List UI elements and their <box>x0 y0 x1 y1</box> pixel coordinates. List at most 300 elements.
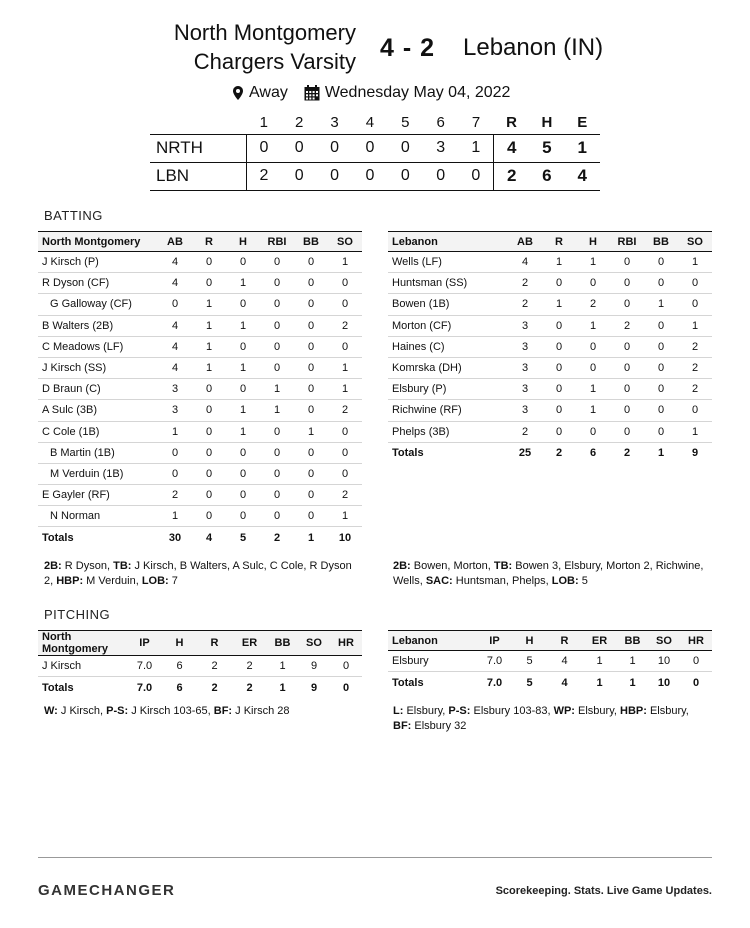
player-stat: 4 <box>508 252 542 273</box>
stat-column-header: SO <box>328 232 362 252</box>
player-stat: 2 <box>678 336 712 357</box>
player-stat: 0 <box>644 252 678 273</box>
totals-stat: 10 <box>648 672 680 693</box>
player-stat: 1 <box>226 421 260 442</box>
totals-stat: 1 <box>644 442 678 463</box>
batting-notes-away <box>393 559 709 589</box>
inning-header: 3 <box>330 114 339 132</box>
totals-stat: 7.0 <box>477 672 512 693</box>
totals-row <box>38 527 362 548</box>
note-text: Elsbury 103-83, <box>470 705 554 717</box>
player-name: D Braun (C) <box>38 379 158 400</box>
player-stat: 1 <box>192 336 226 357</box>
player-row <box>38 252 362 273</box>
player-row <box>388 315 712 336</box>
totals-stat: 30 <box>158 527 192 548</box>
note-label: 2B: <box>44 560 62 572</box>
player-stat: 0 <box>680 651 712 672</box>
note-text: Bowen, Morton, <box>410 560 494 572</box>
inning-score: 2 <box>246 162 281 190</box>
player-stat: 3 <box>158 400 192 421</box>
player-name: Morton (CF) <box>388 315 508 336</box>
inning-header: 1 <box>259 114 268 132</box>
runs-header: R <box>506 114 517 132</box>
stat-column-header: R <box>192 232 226 252</box>
player-stat: 1 <box>260 400 294 421</box>
player-stat: 2 <box>328 315 362 336</box>
player-stat: 0 <box>328 463 362 484</box>
player-stat: 4 <box>158 273 192 294</box>
totals-stat: 5 <box>226 527 260 548</box>
totals-stat: 7.0 <box>127 677 162 698</box>
totals-stat: 0 <box>680 672 712 693</box>
note-label: P-S: <box>106 705 129 717</box>
player-stat: 10 <box>648 651 680 672</box>
player-name: G Galloway (CF) <box>38 294 158 315</box>
note-text: Elsbury, <box>646 705 689 717</box>
player-stat: 1 <box>542 294 576 315</box>
player-stat: 1 <box>294 421 328 442</box>
totals-row <box>388 442 712 463</box>
totals-stat: 1 <box>582 672 617 693</box>
player-stat: 0 <box>542 400 576 421</box>
totals-stat: 2 <box>197 677 232 698</box>
player-stat: 0 <box>158 294 192 315</box>
player-stat: 3 <box>508 336 542 357</box>
player-row <box>38 463 362 484</box>
batting-header-row <box>38 232 362 252</box>
player-stat: 1 <box>192 315 226 336</box>
player-name: A Sulc (3B) <box>38 400 158 421</box>
pitching-header-row <box>388 631 712 651</box>
player-stat: 0 <box>294 252 328 273</box>
note-label: LOB: <box>141 575 169 587</box>
player-stat: 0 <box>542 357 576 378</box>
note-text: 5 <box>578 575 588 587</box>
team-name-header: Lebanon <box>388 631 477 651</box>
player-name: C Cole (1B) <box>38 421 158 442</box>
game-location: Away <box>249 84 288 101</box>
stat-column-header: H <box>576 232 610 252</box>
player-stat: 0 <box>328 273 362 294</box>
player-row <box>388 400 712 421</box>
player-stat: 0 <box>192 400 226 421</box>
totals-stat: 6 <box>162 677 197 698</box>
player-stat: 0 <box>226 463 260 484</box>
player-stat: 1 <box>226 315 260 336</box>
totals-stat: 0 <box>330 677 362 698</box>
player-stat: 0 <box>644 357 678 378</box>
player-stat: 2 <box>508 421 542 442</box>
player-name: J Kirsch <box>38 656 127 677</box>
stat-column-header: SO <box>678 232 712 252</box>
player-stat: 0 <box>576 336 610 357</box>
inning-score: 0 <box>352 134 387 162</box>
player-stat: 0 <box>644 379 678 400</box>
player-row <box>38 294 362 315</box>
player-stat: 0 <box>294 336 328 357</box>
player-stat: 0 <box>158 442 192 463</box>
player-stat: 0 <box>226 252 260 273</box>
stat-column-header: RBI <box>610 232 644 252</box>
player-stat: 0 <box>678 400 712 421</box>
totals-label: Totals <box>38 677 127 698</box>
totals-stat: 1 <box>294 527 328 548</box>
stat-column-header: R <box>547 631 582 651</box>
stat-column-header: BB <box>617 631 648 651</box>
game-date: Wednesday May 04, 2022 <box>324 84 511 101</box>
note-label: TB: <box>493 560 513 572</box>
player-stat: 0 <box>192 379 226 400</box>
player-stat: 1 <box>582 651 617 672</box>
player-row <box>388 651 712 672</box>
player-stat: 0 <box>226 379 260 400</box>
note-text: Bowen 3, Elsbury, Morton 2, Richwine, Wells, <box>393 560 704 587</box>
inning-score: 0 <box>388 134 423 162</box>
player-stat: 0 <box>226 294 260 315</box>
note-text: Elsbury, <box>574 705 620 717</box>
player-stat: 0 <box>542 379 576 400</box>
inning-score: 0 <box>246 134 281 162</box>
player-stat: 0 <box>542 315 576 336</box>
linescore-team: LBN <box>150 162 246 190</box>
player-stat: 0 <box>260 315 294 336</box>
player-name: B Martin (1B) <box>38 442 158 463</box>
player-stat: 0 <box>260 421 294 442</box>
player-name: C Meadows (LF) <box>38 336 158 357</box>
player-stat: 0 <box>610 379 644 400</box>
player-stat: 3 <box>508 379 542 400</box>
totals-stat: 5 <box>512 672 547 693</box>
player-stat: 1 <box>328 357 362 378</box>
team-name-header: North Montgomery <box>38 631 127 656</box>
player-stat: 0 <box>610 336 644 357</box>
player-stat: 0 <box>260 357 294 378</box>
player-stat: 0 <box>328 442 362 463</box>
player-stat: 0 <box>294 463 328 484</box>
stat-column-header: BB <box>267 631 298 656</box>
stat-column-header: H <box>226 232 260 252</box>
stat-column-header: HR <box>680 631 712 651</box>
player-stat: 1 <box>617 651 648 672</box>
errors-total: 4 <box>565 162 600 190</box>
player-stat: 4 <box>158 315 192 336</box>
totals-stat: 1 <box>617 672 648 693</box>
player-row <box>388 294 712 315</box>
player-stat: 1 <box>226 357 260 378</box>
player-row <box>388 273 712 294</box>
inning-header: 4 <box>365 114 375 132</box>
batting-section-title: BATTING <box>44 208 103 223</box>
player-stat: 0 <box>192 252 226 273</box>
inning-score: 0 <box>281 162 316 190</box>
linescore-team: NRTH <box>150 134 246 162</box>
player-stat: 1 <box>158 421 192 442</box>
player-stat: 2 <box>197 656 232 677</box>
player-stat: 0 <box>644 400 678 421</box>
player-stat: 0 <box>260 252 294 273</box>
player-name: Komrska (DH) <box>388 357 508 378</box>
linescore-row-home <box>150 134 600 162</box>
player-stat: 0 <box>678 273 712 294</box>
player-stat: 1 <box>192 357 226 378</box>
player-stat: 1 <box>576 315 610 336</box>
player-name: Bowen (1B) <box>388 294 508 315</box>
player-stat: 0 <box>610 273 644 294</box>
note-label: TB: <box>113 560 132 572</box>
note-label: W: <box>44 705 58 717</box>
inning-score: 0 <box>317 134 352 162</box>
note-label: HBP: <box>56 575 84 587</box>
errors-header: E <box>577 114 588 132</box>
player-row <box>38 442 362 463</box>
player-stat: 0 <box>294 379 328 400</box>
totals-stat: 25 <box>508 442 542 463</box>
note-text: J Kirsch, <box>57 705 107 717</box>
player-stat: 0 <box>610 357 644 378</box>
player-name: Huntsman (SS) <box>388 273 508 294</box>
player-stat: 1 <box>542 252 576 273</box>
hits-total: 6 <box>529 162 564 190</box>
totals-stat: 2 <box>260 527 294 548</box>
hits-total: 5 <box>529 134 564 162</box>
note-label: BF: <box>393 720 412 732</box>
player-stat: 0 <box>294 485 328 506</box>
player-name: Haines (C) <box>388 336 508 357</box>
player-row <box>388 336 712 357</box>
player-row <box>388 421 712 442</box>
runs-total: 4 <box>494 134 529 162</box>
stat-column-header: IP <box>477 631 512 651</box>
player-stat: 2 <box>328 485 362 506</box>
player-stat: 0 <box>644 273 678 294</box>
player-stat: 0 <box>610 421 644 442</box>
player-stat: 1 <box>192 294 226 315</box>
player-stat: 0 <box>260 294 294 315</box>
player-stat: 0 <box>576 421 610 442</box>
note-label: SAC: <box>425 575 453 587</box>
player-row <box>388 357 712 378</box>
note-text: R Dyson, <box>61 560 114 572</box>
player-row <box>38 656 362 677</box>
player-row <box>38 315 362 336</box>
player-name: Phelps (3B) <box>388 421 508 442</box>
totals-row <box>38 677 362 698</box>
player-stat: 0 <box>192 506 226 527</box>
batting-table-home <box>38 231 362 548</box>
linescore-row-away <box>150 162 600 190</box>
totals-stat: 9 <box>678 442 712 463</box>
inning-score: 0 <box>458 162 493 190</box>
linescore-corner <box>150 112 246 134</box>
player-stat: 2 <box>678 357 712 378</box>
player-name: Elsbury (P) <box>388 379 508 400</box>
runs-total: 2 <box>494 162 529 190</box>
player-name: R Dyson (CF) <box>38 273 158 294</box>
note-text: Elsbury 32 <box>411 720 467 732</box>
inning-score: 0 <box>352 162 387 190</box>
pitching-notes-away <box>393 704 709 734</box>
batting-notes-home <box>44 559 360 589</box>
player-name: N Norman <box>38 506 158 527</box>
player-row <box>388 252 712 273</box>
player-stat: 0 <box>328 294 362 315</box>
totals-row <box>388 672 712 693</box>
player-row <box>38 485 362 506</box>
linescore-header-row <box>150 112 600 134</box>
player-stat: 2 <box>158 485 192 506</box>
player-stat: 0 <box>294 357 328 378</box>
home-team-line1: North Montgomery <box>173 20 356 45</box>
player-stat: 0 <box>158 463 192 484</box>
note-text: J Kirsch, B Walters, A Sulc, C Cole, R Dyson 2, <box>44 560 352 587</box>
stat-column-header: IP <box>127 631 162 656</box>
stat-column-header: BB <box>294 232 328 252</box>
note-text: J Kirsch 103-65, <box>128 705 214 717</box>
player-row <box>38 421 362 442</box>
player-stat: 1 <box>576 400 610 421</box>
player-stat: 0 <box>226 485 260 506</box>
player-stat: 0 <box>294 400 328 421</box>
inning-score: 1 <box>458 134 493 162</box>
stat-column-header: ER <box>582 631 617 651</box>
stat-column-header: AB <box>508 232 542 252</box>
pitching-table-home <box>38 630 362 698</box>
player-stat: 1 <box>328 379 362 400</box>
player-stat: 1 <box>328 506 362 527</box>
player-stat: 2 <box>328 400 362 421</box>
player-stat: 9 <box>298 656 330 677</box>
player-stat: 2 <box>576 294 610 315</box>
inning-header: 5 <box>401 114 410 132</box>
note-label: WP: <box>553 705 575 717</box>
player-name: Wells (LF) <box>388 252 508 273</box>
player-stat: 0 <box>294 506 328 527</box>
player-stat: 0 <box>226 336 260 357</box>
player-stat: 3 <box>508 357 542 378</box>
player-stat: 5 <box>512 651 547 672</box>
player-stat: 0 <box>330 656 362 677</box>
player-stat: 0 <box>678 294 712 315</box>
player-stat: 0 <box>610 294 644 315</box>
note-label: P-S: <box>448 705 471 717</box>
inning-header: 2 <box>294 114 304 132</box>
final-score: 4 - 2 <box>380 34 436 62</box>
footer-tagline: Scorekeeping. Stats. Live Game Updates. <box>495 885 712 897</box>
home-team-name <box>120 18 356 76</box>
stat-column-header: AB <box>158 232 192 252</box>
inning-score: 3 <box>423 134 458 162</box>
totals-stat: 4 <box>192 527 226 548</box>
player-stat: 0 <box>644 336 678 357</box>
player-stat: 0 <box>226 442 260 463</box>
pitching-section-title: PITCHING <box>44 607 111 622</box>
player-stat: 2 <box>508 273 542 294</box>
player-stat: 2 <box>610 315 644 336</box>
player-row <box>38 357 362 378</box>
player-stat: 0 <box>294 442 328 463</box>
footer-divider <box>38 857 712 858</box>
player-stat: 0 <box>192 273 226 294</box>
player-name: Elsbury <box>388 651 477 672</box>
player-row <box>38 400 362 421</box>
stat-column-header: R <box>542 232 576 252</box>
pitching-table-away <box>388 630 712 693</box>
stat-column-header: H <box>162 631 197 656</box>
player-stat: 2 <box>232 656 267 677</box>
note-text: M Verduin, <box>83 575 142 587</box>
player-stat: 0 <box>542 336 576 357</box>
hits-header: H <box>541 114 553 132</box>
pitching-notes-home <box>44 704 360 719</box>
player-stat: 7.0 <box>477 651 512 672</box>
player-stat: 2 <box>678 379 712 400</box>
note-text: Elsbury, <box>403 705 449 717</box>
player-stat: 1 <box>576 252 610 273</box>
player-row <box>38 336 362 357</box>
stat-column-header: ER <box>232 631 267 656</box>
player-stat: 3 <box>158 379 192 400</box>
totals-label: Totals <box>38 527 158 548</box>
player-row <box>38 379 362 400</box>
player-stat: 0 <box>260 336 294 357</box>
inning-score: 0 <box>317 162 352 190</box>
player-stat: 0 <box>192 485 226 506</box>
inning-header: 7 <box>471 114 481 132</box>
batting-header-row <box>388 232 712 252</box>
player-stat: 0 <box>226 506 260 527</box>
calendar-icon <box>304 85 320 101</box>
linescore-table <box>150 112 600 191</box>
player-stat: 0 <box>328 421 362 442</box>
player-name: B Walters (2B) <box>38 315 158 336</box>
game-meta <box>233 84 510 102</box>
totals-stat: 2 <box>232 677 267 698</box>
inning-score: 0 <box>423 162 458 190</box>
stat-column-header: BB <box>644 232 678 252</box>
player-stat: 0 <box>260 463 294 484</box>
player-row <box>38 273 362 294</box>
inning-header: 6 <box>436 114 445 132</box>
player-stat: 0 <box>260 506 294 527</box>
player-stat: 0 <box>610 400 644 421</box>
player-stat: 0 <box>192 442 226 463</box>
player-stat: 0 <box>260 485 294 506</box>
player-name: J Kirsch (SS) <box>38 357 158 378</box>
errors-total: 1 <box>565 134 600 162</box>
player-stat: 1 <box>226 400 260 421</box>
player-stat: 1 <box>644 294 678 315</box>
totals-stat: 1 <box>267 677 298 698</box>
player-stat: 0 <box>542 421 576 442</box>
note-label: 2B: <box>393 560 411 572</box>
inning-score: 0 <box>388 162 423 190</box>
player-stat: 0 <box>260 273 294 294</box>
player-name: J Kirsch (P) <box>38 252 158 273</box>
player-stat: 1 <box>576 379 610 400</box>
batting-table-away <box>388 231 712 463</box>
note-label: BF: <box>213 705 233 717</box>
stat-column-header: R <box>197 631 232 656</box>
note-label: LOB: <box>551 575 579 587</box>
note-label: L: <box>393 705 404 717</box>
team-name-header: Lebanon <box>388 232 508 252</box>
stat-column-header: RBI <box>260 232 294 252</box>
player-stat: 1 <box>328 252 362 273</box>
totals-label: Totals <box>388 442 508 463</box>
player-row <box>38 506 362 527</box>
totals-stat: 9 <box>298 677 330 698</box>
